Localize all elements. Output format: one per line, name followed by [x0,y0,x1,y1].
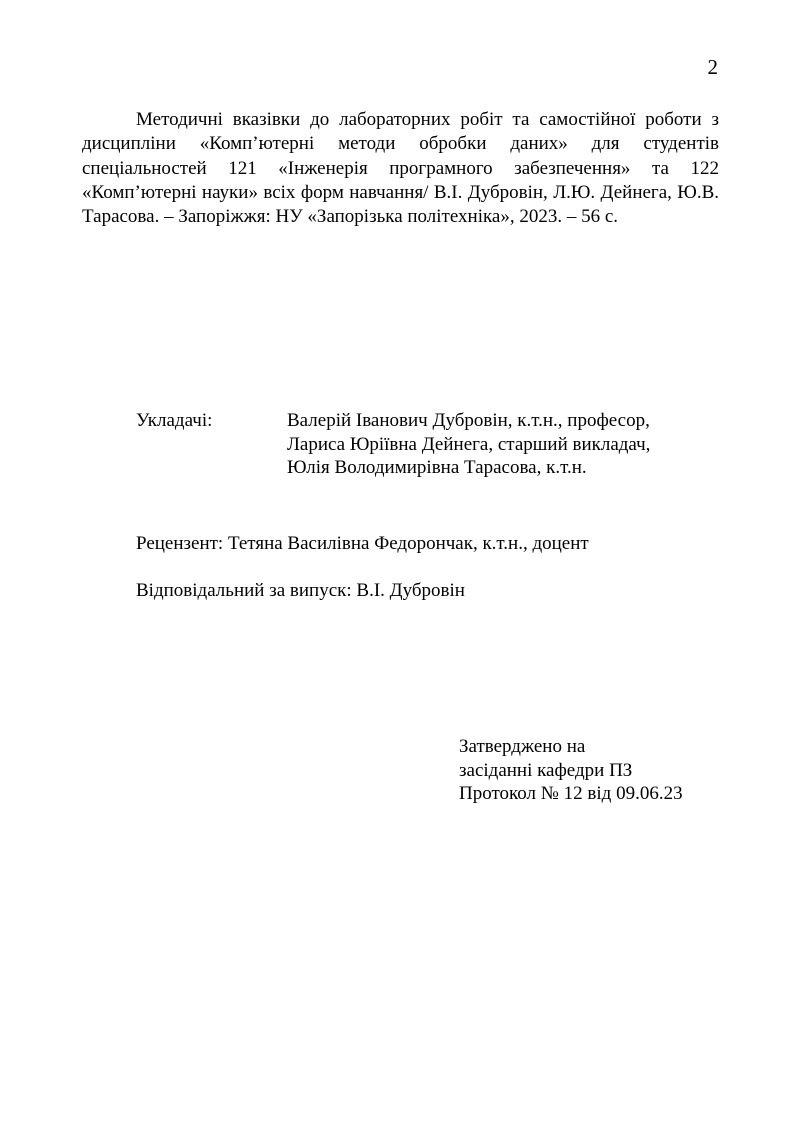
approval-line: засіданні кафедри ПЗ [459,759,633,781]
compiler-name: Валерій Іванович Дубровін, к.т.н., професор, [287,410,650,431]
page-number: 2 [707,55,718,79]
approval-line: Затверджено на [459,736,586,757]
compilers-list [287,409,650,480]
approval-block [459,735,683,806]
reviewer-line: Рецензент: Тетяна Василівна Федорончак, к.т.н., доцент [136,533,589,554]
approval-line: Протокол № 12 від 09.06.23 [459,783,683,804]
compiler-name: Лариса Юріївна Дейнега, старший викладач, [287,433,651,455]
compiler-name: Юлія Володимирівна Тарасова, к.т.н. [287,457,587,478]
bibliographic-description: Методичні вказівки до лабораторних робіт та самостійної роботи з дисципліни «Комп’ютерні методи обробки даних» для студентів спеціальностей 121 «Інженерія програмного забезпечення» та 122 «Комп’ютерні науки» всіх форм навчання/ В.І. Дубровін, Л.Ю. Дейнега, Ю.В. Тарасова. – Запоріжжя: НУ «Запорізька політехніка», 2023. – 56 с. [82,109,719,228]
compilers-label: Укладачі: [136,410,213,431]
responsible-line: Відповідальний за випуск: В.І. Дубровін [136,580,465,601]
